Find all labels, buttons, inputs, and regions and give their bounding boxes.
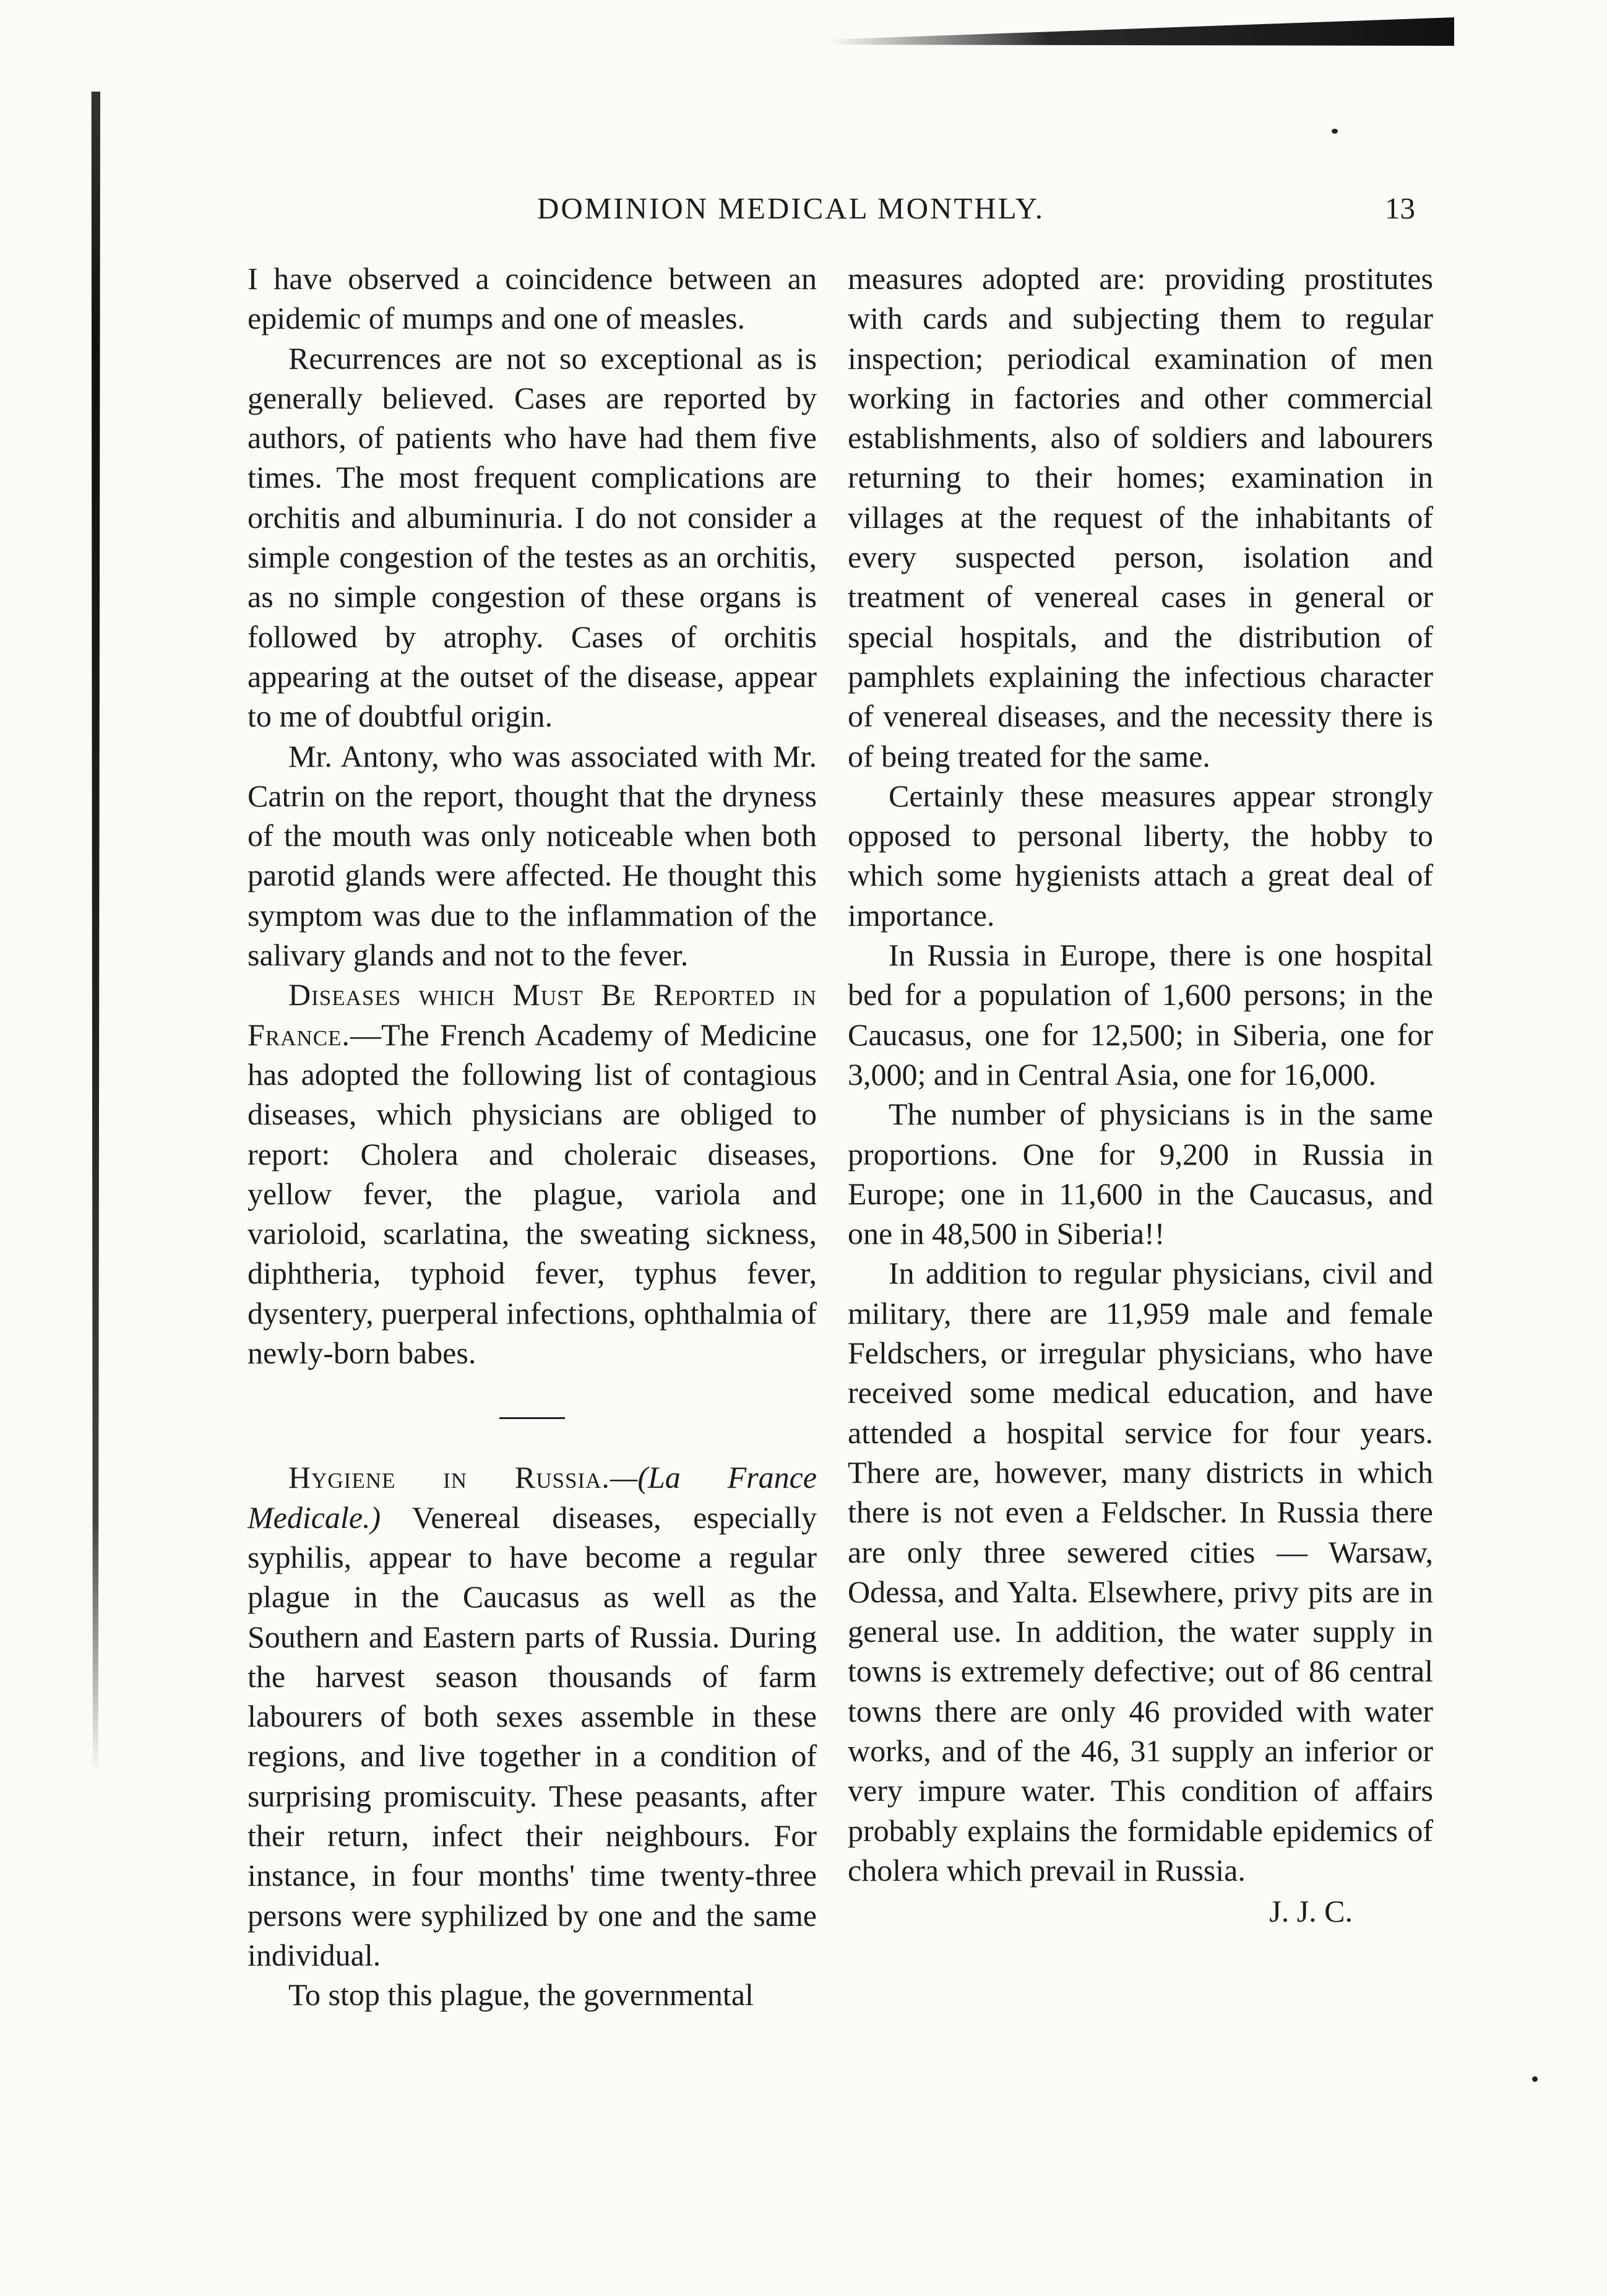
paragraph-body: —The French Academy of Medicine has adopted the following list of contagious diseases, which physicians are obliged to report: Cholera and choleraic diseases, yellow fever, the plague, variola and varioloid, scarlatina, the sweating sickness, diphtheria, typhoid fever, typhus fever, dysentery, puerperal infections, ophthalmia of newly-born babes. <box>248 1017 817 1371</box>
paragraph: To stop this plague, the governmental <box>288 1977 754 2013</box>
paragraph: Recurrences are not so exceptional as is generally believed. Cases are reported by authors, of patients who have had them five times. The most frequent complications are orchitis and albuminuria. I do not consider a simple congestion of the testes as an orchitis, as no simple congestion of these organs is followed by atrophy. Cases of orchitis appearing at the outset of the disease, appear to me of doubtful origin. <box>248 340 817 734</box>
scan-speck <box>1332 129 1338 134</box>
running-title: DOMINION MEDICAL MONTHLY. <box>537 191 1045 225</box>
scan-edge-left <box>87 92 100 1775</box>
scan-edge-top <box>829 17 1454 46</box>
paragraph <box>248 975 817 1373</box>
paragraph: Certainly these measures appear strongly opposed to personal liberty, the hobby to which some hygienists attach a great deal of importance. <box>848 778 1433 933</box>
scan-speck <box>1532 2076 1538 2082</box>
paragraph <box>248 1457 817 1975</box>
author-signature: J. J. C. <box>1269 1894 1353 1929</box>
source-citation: —(La France Medicale.) <box>248 1460 817 1535</box>
paragraph: Mr. Antony, who was associated with Mr. Catrin on the report, thought that the dryness of the mouth was only noticeable when both parotid glands were affected. He thought this symptom was due to the inflammation of the salivary glands and not to the fever. <box>248 738 817 973</box>
right-column <box>848 259 1433 1931</box>
page-number: 13 <box>1385 191 1415 225</box>
paragraph: measures adopted are: providing prostitutes with cards and subjecting them to regular inspection; periodical examination of men working in factories and other commercial establishments, also of soldiers and labourers returning to their homes; examination in villages at the request of the inhabitants of every suspected person, isolation and treatment of venereal cases in general or special hospitals, and the distribution of pamphlets explaining the infectious character of venereal diseases, and the necessity there is of being treated for the same. <box>848 261 1433 774</box>
paragraph: In addition to regular physicians, civil and military, there are 11,959 male and female Feldschers, or irregular physicians, who have received some medical education, and have attended a hospital service for four years. There are, however, many districts in which there is not even a Feldscher. In Russia there are only three sewered cities — Warsaw, Odessa, and Yalta. Elsewhere, privy pits are in general use. In addition, the water supply in towns is extremely defective; out of 86 central towns there are only 46 provided with water works, and of the 46, 31 supply an inferior or very impure water. This condition of affairs probably explains the formidable epidemics of cholera which prevail in Russia. <box>848 1256 1433 1888</box>
paragraph: I have observed a coincidence between an epidemic of mumps and one of measles. <box>248 261 817 336</box>
section-heading: Hygiene in Russia. <box>288 1460 610 1495</box>
paragraph-body: Venereal diseases, especially syphilis, appear to have become a regular plague in the Caucasus as well as the Southern and Eastern parts of Russia. During the harvest season thousands of farm labourers of both sexes assemble in these regions, and live together in a condition of surprising promiscuity. These peasants, after their return, infect their neighbours. For instance, in four months' time twenty-three persons were syphilized by one and the same individual. <box>248 1500 817 1972</box>
section-heading: Diseases which Must Be Reported in France. <box>248 977 817 1052</box>
paragraph: In Russia in Europe, there is one hospital bed for a population of 1,600 persons; in the Caucasus, one for 12,500; in Siberia, one for 3,000; and in Central Asia, one for 16,000. <box>848 938 1433 1092</box>
section-divider <box>499 1417 565 1419</box>
paragraph: The number of physicians is in the same proportions. One for 9,200 in Russia in Europe; one in 11,600 in the Caucasus, and one in 48,500 in Siberia!! <box>848 1097 1433 1251</box>
left-column <box>248 259 817 2014</box>
